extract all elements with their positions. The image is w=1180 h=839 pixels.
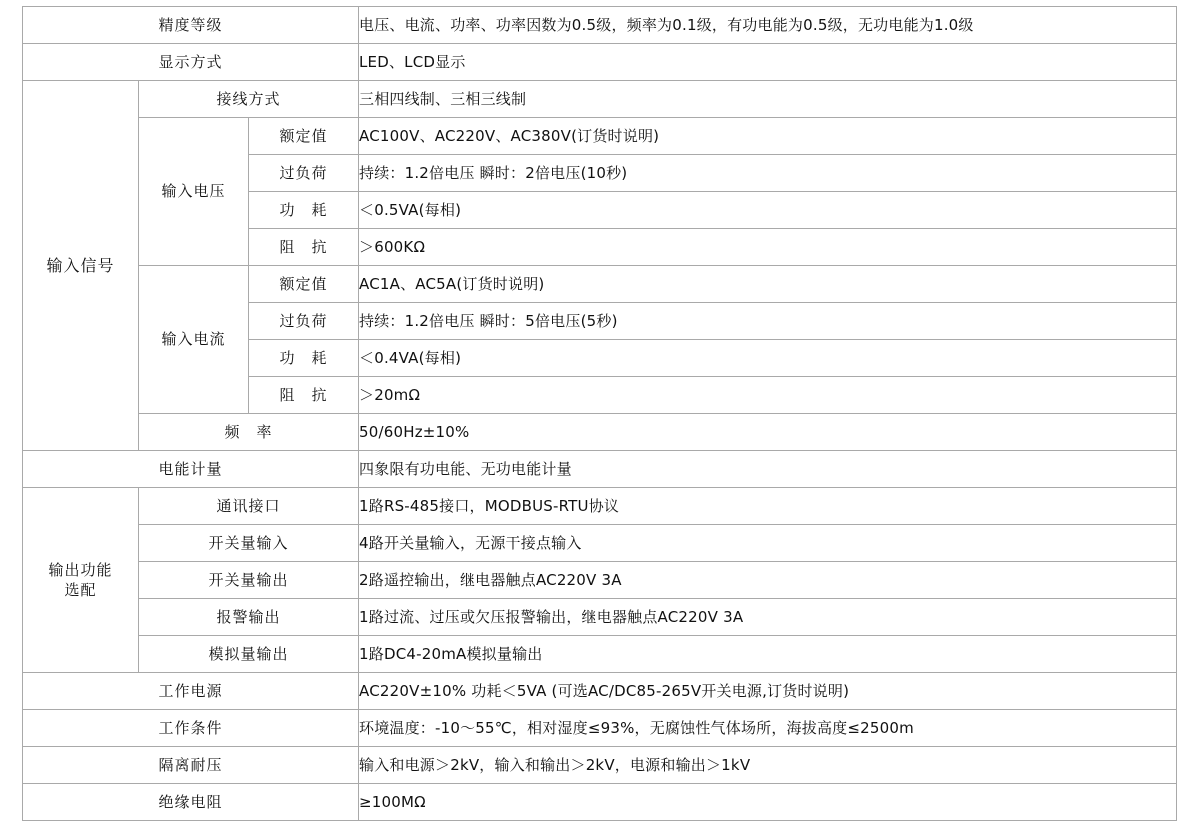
row-value-voltage-power: ＜0.5VA(每相) — [359, 192, 1177, 229]
row-label-voltage-overload: 过负荷 — [249, 155, 359, 192]
row-label-wiring: 接线方式 — [139, 81, 359, 118]
table-row — [23, 7, 1177, 44]
row-value-voltage-overload: 持续：1.2倍电压 瞬时：2倍电压(10秒) — [359, 155, 1177, 192]
row-label-frequency: 频 率 — [139, 414, 359, 451]
row-label-isolation-voltage: 隔离耐压 — [23, 747, 359, 784]
row-label-comm-interface: 通讯接口 — [139, 488, 359, 525]
row-label-voltage-power: 功 耗 — [249, 192, 359, 229]
table-row — [23, 81, 1177, 118]
row-label-di: 开关量输入 — [139, 525, 359, 562]
output-function-label-line1: 输出功能 — [48, 560, 113, 579]
table-row — [23, 562, 1177, 599]
row-value-frequency: 50/60Hz±10% — [359, 414, 1177, 451]
row-label-input-current: 输入电流 — [139, 266, 249, 414]
row-value-analog-output: 1路DC4-20mA模拟量输出 — [359, 636, 1177, 673]
table-row — [23, 710, 1177, 747]
row-label-insulation-resistance: 绝缘电阻 — [23, 784, 359, 821]
row-label-voltage-impedance: 阻 抗 — [249, 229, 359, 266]
table-row — [23, 784, 1177, 821]
row-label-energy-metering: 电能计量 — [23, 451, 359, 488]
row-value-accuracy: 电压、电流、功率、功率因数为0.5级，频率为0.1级，有功电能为0.5级，无功电能为1.0级 — [359, 7, 1177, 44]
table-row — [23, 525, 1177, 562]
table-row — [23, 44, 1177, 81]
specification-table — [22, 6, 1177, 821]
table-row — [23, 451, 1177, 488]
row-label-alarm-output: 报警输出 — [139, 599, 359, 636]
row-value-voltage-rated: AC100V、AC220V、AC380V(订货时说明) — [359, 118, 1177, 155]
row-label-power-supply: 工作电源 — [23, 673, 359, 710]
row-value-energy-metering: 四象限有功电能、无功电能计量 — [359, 451, 1177, 488]
row-value-voltage-impedance: ＞600KΩ — [359, 229, 1177, 266]
table-row — [23, 414, 1177, 451]
output-function-label-line2: 选配 — [64, 581, 97, 599]
row-value-current-overload: 持续：1.2倍电压 瞬时：5倍电压(5秒) — [359, 303, 1177, 340]
row-label-voltage-rated: 额定值 — [249, 118, 359, 155]
row-label-current-overload: 过负荷 — [249, 303, 359, 340]
row-label-do: 开关量输出 — [139, 562, 359, 599]
table-row — [23, 266, 1177, 303]
table-row — [23, 599, 1177, 636]
row-label-working-condition: 工作条件 — [23, 710, 359, 747]
row-value-isolation-voltage: 输入和电源＞2kV，输入和输出＞2kV，电源和输出＞1kV — [359, 747, 1177, 784]
row-label-current-rated: 额定值 — [249, 266, 359, 303]
table-row — [23, 488, 1177, 525]
row-value-current-impedance: ＞20mΩ — [359, 377, 1177, 414]
row-label-analog-output: 模拟量输出 — [139, 636, 359, 673]
row-value-current-rated: AC1A、AC5A(订货时说明) — [359, 266, 1177, 303]
row-value-power-supply: AC220V±10% 功耗＜5VA (可选AC/DC85-265V开关电源,订货时说明) — [359, 673, 1177, 710]
table-row — [23, 118, 1177, 155]
row-label-accuracy: 精度等级 — [23, 7, 359, 44]
table-row — [23, 636, 1177, 673]
row-value-alarm-output: 1路过流、过压或欠压报警输出，继电器触点AC220V 3A — [359, 599, 1177, 636]
row-value-working-condition: 环境温度：-10～55℃，相对湿度≤93%，无腐蚀性气体场所，海拔高度≤2500m — [359, 710, 1177, 747]
row-value-insulation-resistance: ≥100MΩ — [359, 784, 1177, 821]
row-value-comm-interface: 1路RS-485接口，MODBUS-RTU协议 — [359, 488, 1177, 525]
table-row — [23, 673, 1177, 710]
row-value-current-power: ＜0.4VA(每相) — [359, 340, 1177, 377]
row-label-input-signal: 输入信号 — [23, 81, 139, 451]
row-label-current-impedance: 阻 抗 — [249, 377, 359, 414]
row-value-wiring: 三相四线制、三相三线制 — [359, 81, 1177, 118]
table-row — [23, 747, 1177, 784]
row-label-current-power: 功 耗 — [249, 340, 359, 377]
row-value-do: 2路遥控输出，继电器触点AC220V 3A — [359, 562, 1177, 599]
row-label-input-voltage: 输入电压 — [139, 118, 249, 266]
row-label-display: 显示方式 — [23, 44, 359, 81]
row-value-di: 4路开关量输入，无源干接点输入 — [359, 525, 1177, 562]
row-value-display: LED、LCD显示 — [359, 44, 1177, 81]
spec-table-container — [0, 6, 1180, 839]
row-label-output-function — [23, 488, 139, 673]
